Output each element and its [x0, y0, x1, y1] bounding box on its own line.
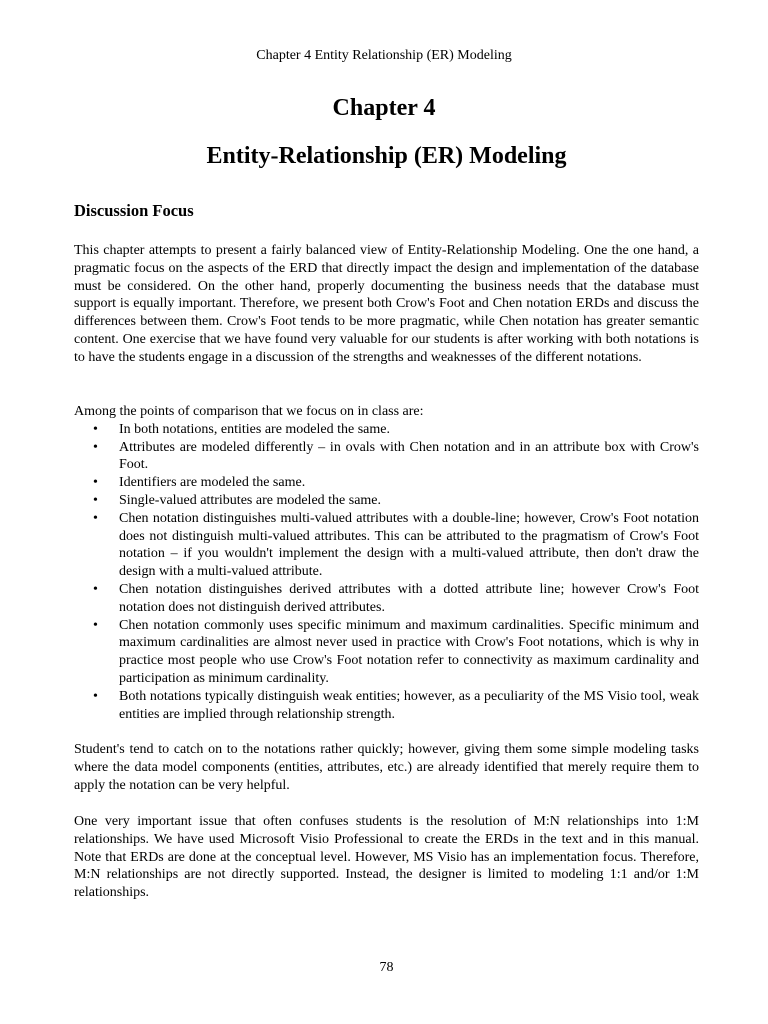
bullet-icon: • — [93, 492, 98, 508]
bullet-icon: • — [93, 421, 98, 437]
students-paragraph-text: Student's tend to catch on to the notations rather quickly; however, giving them some simple modeling tasks where the data model components (entities, attributes, etc.) are already identified that merely require them to apply the notation can be very helpful. — [74, 742, 699, 793]
list-item — [74, 492, 699, 510]
list-item-text: Chen notation distinguishes multi-valued attributes with a double-line; however, Crow's Foot notation does not distinguish multi-valued attributes. This can be attributed to the pragmatism of Crow's Foot notation – if you wouldn't implement the design with a multi-valued attribute, then don't draw the design with a multi-valued attribute. — [119, 510, 699, 580]
bullet-icon: • — [93, 439, 98, 455]
list-item-text: Chen notation distinguishes derived attributes with a dotted attribute line; however Crow's Foot notation does not distinguish derived attributes. — [119, 581, 699, 615]
comparison-lead: Among the points of comparison that we focus on in class are: — [74, 404, 424, 419]
comparison-bullet-list — [74, 421, 699, 724]
bullet-icon: • — [93, 688, 98, 704]
list-item — [74, 688, 699, 724]
list-item — [74, 617, 699, 688]
section-heading: Discussion Focus — [74, 201, 194, 220]
bullet-icon: • — [93, 475, 98, 491]
intro-paragraph — [74, 242, 699, 367]
students-paragraph — [74, 741, 699, 794]
mn-relationships-paragraph-text: One very important issue that often confuses students is the resolution of M:N relationships into 1:M relationships. We have used Microsoft Visio Professional to create the ERDs in the text and in this manual. Note that ERDs are done at the conceptual level. However, MS Visio has an implementation focus. Therefore, M:N relationships are not directly supported. Instead, the designer is limited to modeling 1:1 and/or 1:M relationships. — [74, 814, 699, 901]
list-item — [74, 421, 699, 439]
list-item — [74, 581, 699, 617]
comparison-section — [74, 403, 699, 723]
list-item — [74, 474, 699, 492]
running-header: Chapter 4 Entity Relationship (ER) Modeling — [256, 48, 512, 63]
mn-relationships-paragraph — [74, 813, 699, 902]
list-item-text: In both notations, entities are modeled the same. — [119, 421, 390, 437]
list-item-text: Single-valued attributes are modeled the same. — [119, 492, 382, 508]
bullet-icon: • — [93, 581, 98, 597]
chapter-number: Chapter 4 — [332, 95, 436, 121]
intro-paragraph-text: This chapter attempts to present a fairly balanced view of Entity-Relationship Modeling. One the one hand, a pragmatic focus on the aspects of the ERD that directly impact the design and implementation of the database must be considered. On the other hand, properly documenting the business needs that the database must support is equally important. Therefore, we present both Crow's Foot and Chen notation ERDs and discuss the differences between them. Crow's Foot tends to be more pragmatic, while Chen notation has greater semantic content. One exercise that we have found very valuable for our students is after working with both notations is to have the students engage in a discussion of the strengths and weaknesses of the different notations. — [74, 243, 699, 365]
page-number: 78 — [379, 960, 394, 975]
list-item — [74, 439, 699, 475]
chapter-title: Entity-Relationship (ER) Modeling — [206, 143, 567, 169]
list-item-text: Identifiers are modeled the same. — [119, 475, 306, 491]
bullet-icon: • — [93, 617, 98, 633]
list-item-text: Attributes are modeled differently – in ovals with Chen notation and in an attribute box with Crow's Foot. — [119, 439, 699, 473]
bullet-icon: • — [93, 510, 98, 526]
list-item-text: Both notations typically distinguish weak entities; however, as a peculiarity of the MS Visio tool, weak entities are implied through relationship strength. — [119, 688, 699, 722]
list-item-text: Chen notation commonly uses specific minimum and maximum cardinalities. Specific minimum and maximum cardinalities are almost never used in practice with Crow's Foot notations, which is why in practice most people who use Crow's Foot notation refer to connectivity as maximum cardinality and participation as minimum cardinality. — [119, 617, 699, 686]
list-item — [74, 510, 699, 581]
